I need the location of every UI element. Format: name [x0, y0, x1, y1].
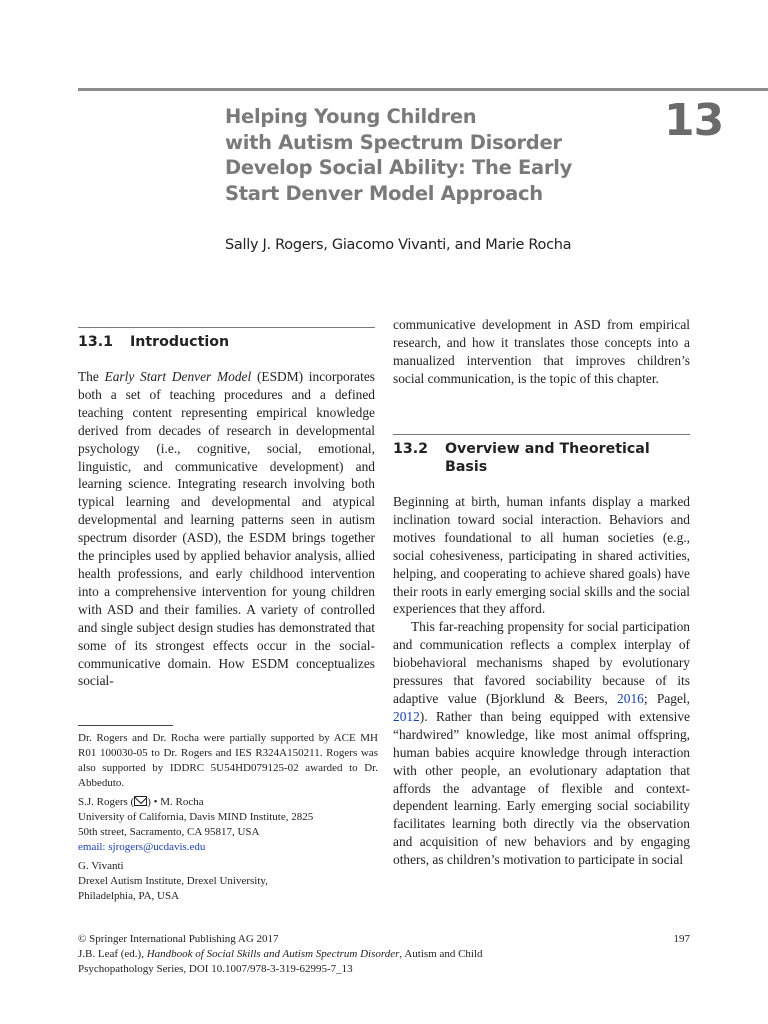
citation-line [78, 947, 690, 962]
section-title: Overview and Theoretical Basis [445, 441, 650, 475]
affiliation-name: G. Vivanti [78, 860, 124, 872]
funding-text: Dr. Rogers and Dr. Rocha were partially supported by ACE MH R01 100030-05 to Dr. Rogers and IES R324A150211. Rogers was also supported by IDDRC 5U54HD079125-02 awarded to Dr. Abbeduto. [78, 732, 378, 789]
citation-link-2016[interactable]: 2016 [617, 690, 644, 706]
affiliation-name: S.J. Rogers ( [78, 796, 135, 808]
intro-continuation: communicative development in ASD from empirical research, and how it translates those concepts into a manualized intervention that improves children’s social communication, is the topic of this chapter. [393, 317, 690, 386]
email-link[interactable]: email: sjrogers@ucdavis.edu [78, 841, 206, 853]
citation-link-2012[interactable]: 2012 [393, 708, 420, 724]
overview-text: ). Rather than being equipped with extensive “hardwired” knowledge, like most animal offspring, human babies acquire knowledge through interaction with other people, an evolutionary adaptation that affords the advantage of flexible and context-dependent learning. Early emerging social sociability facilitates learning both directly via the observation and acquisition of new behaviors and by engaging others, as children’s motivation to participate in social [393, 708, 690, 868]
funding-note [78, 731, 378, 791]
affiliation-line: 50th street, Sacramento, CA 95817, USA [78, 826, 260, 838]
footnote-rule [78, 725, 173, 726]
section-rule [393, 434, 690, 435]
section-number: 13.2 [393, 441, 429, 457]
affiliation-rogers-rocha [78, 795, 378, 855]
chapter-title-line: Helping Young Children [225, 105, 477, 128]
affiliation-line: University of California, Davis MIND Institute, 2825 [78, 811, 314, 823]
chapter-title-line: Start Denver Model Approach [225, 181, 543, 205]
intro-body: (ESDM) incorporates both a set of teaching procedures and a defined teaching content representing empirical knowledge derived from decades of research in developmental psychology (i.e., cognitive, social, emotional, linguistic, and communicative development) and learning science. Integrating research involving both typical learning and developmental and atypical developmental and learning patterns seen in autism spectrum disorder (ASD), the ESDM brings together the principles used by applied behavior analysis, allied health professions, and early childhood intervention into a comprehensive intervention for young children with ASD and their families. A variety of controlled and single subject design studies has demonstrated that some of its strongest effects occur in the social-communicative domain. How ESDM conceptualizes social- [78, 369, 375, 689]
section-number: 13.1 [78, 334, 114, 350]
citation-text: J.B. Leaf (ed.), [78, 948, 147, 960]
overview-paragraph-1: Beginning at birth, human infants display a marked inclination toward social interaction. Behaviors and motives foundational to all human societies (e.g., social cohesiveness, participating in shared activities, helping, and cooperating to achieve shared goals) have their roots in early emerging social skills and the social experiences that they afford. [393, 494, 690, 617]
affiliation-vivanti [78, 859, 378, 904]
chapter-number: 13 [664, 95, 724, 146]
section-rule [78, 327, 375, 328]
overview-paragraph-2 [393, 618, 690, 869]
citation-doi: Psychopathology Series, DOI 10.1007/978-3-319-62995-7_13 [78, 963, 353, 975]
affiliation-line: Drexel Autism Institute, Drexel University, [78, 875, 268, 887]
chapter-title-line: Develop Social Ability: The Early [225, 156, 573, 179]
section-heading-introduction [78, 333, 375, 353]
page-footer [78, 932, 690, 977]
intro-paragraph [78, 368, 375, 690]
left-column [78, 368, 375, 690]
book-title: Handbook of Social Skills and Autism Spectrum Disorder [146, 948, 400, 960]
intro-lead: The [78, 369, 105, 384]
overview-text: This far-reaching propensity for social participation and communication reflects a complex interplay of biobehavioral mechanisms shaped by evolutionary pressures that favored sociability because of its adaptive value (Bjorklund & Beers, [393, 619, 690, 706]
section-heading-overview [393, 440, 690, 478]
page-number: 197 [673, 933, 690, 945]
right-column-body [393, 493, 690, 869]
affiliation-authors [78, 795, 378, 810]
right-column-continuation [393, 316, 690, 388]
intro-model-name: Early Start Denver Model [104, 369, 252, 384]
chapter-title-line: with Autism Spectrum Disorder [225, 130, 562, 154]
citation-text: , Autism and Child [399, 948, 483, 960]
top-rule [78, 88, 768, 91]
chapter-authors: Sally J. Rogers, Giacomo Vivanti, and Marie Rocha [225, 237, 572, 253]
overview-text: ; Pagel, [643, 690, 690, 706]
chapter-title [225, 104, 645, 206]
affiliation-name: ) • M. Rocha [147, 796, 204, 808]
envelope-icon [134, 796, 147, 806]
section-title: Introduction [130, 334, 230, 350]
affiliation-line: Philadelphia, PA, USA [78, 890, 180, 902]
copyright-line: © Springer International Publishing AG 2017 [78, 933, 279, 945]
